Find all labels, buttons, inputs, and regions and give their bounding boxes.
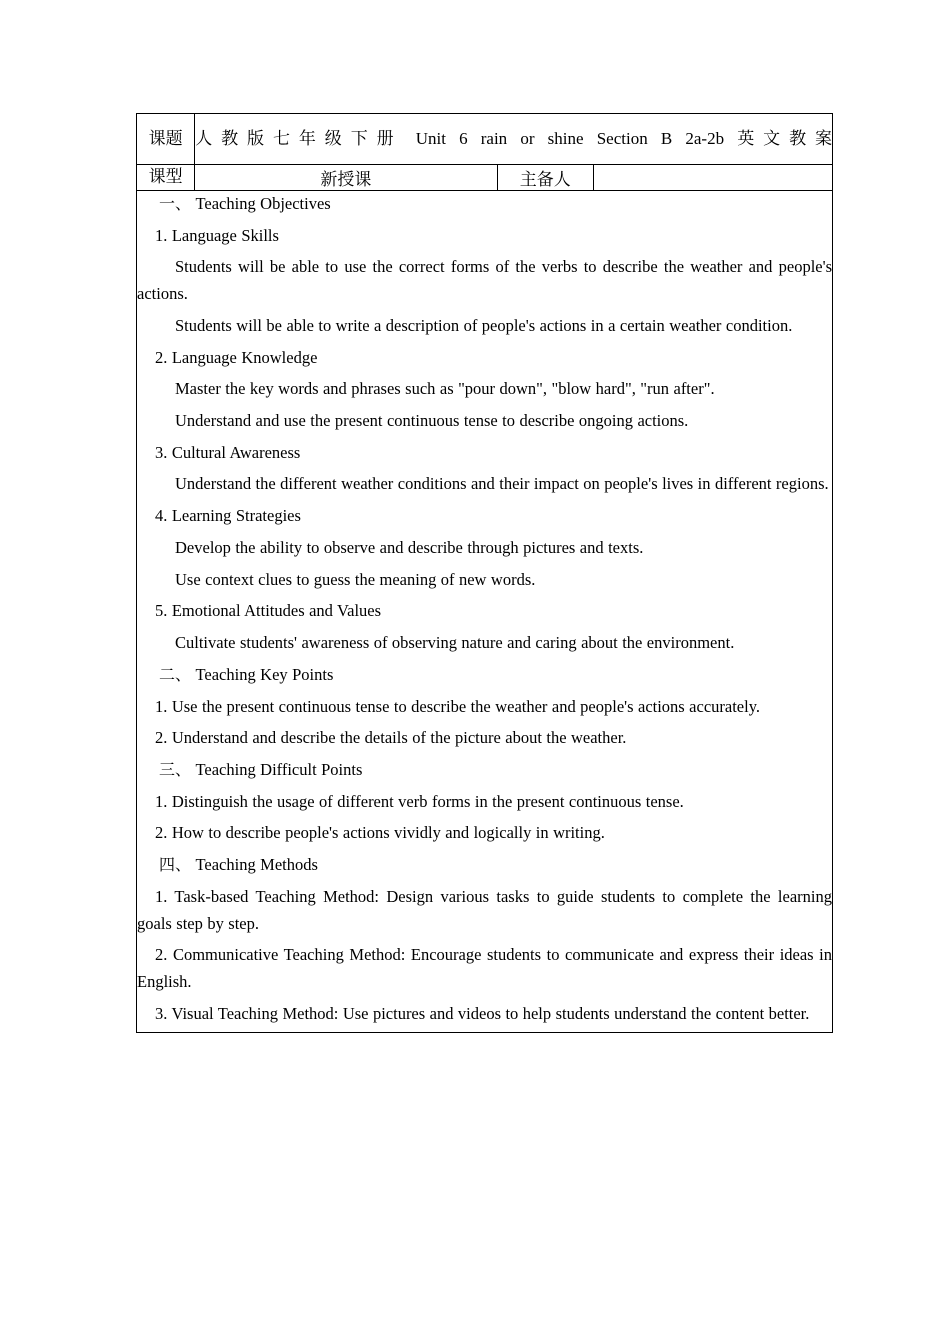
item-detail: Students will be able to write a description of people's actions in a certain weather condition. [175, 315, 793, 335]
section-item: 1. Distinguish the usage of different verb forms in the present continuous tense. [155, 791, 684, 811]
section-number: 四、 [159, 855, 192, 875]
section-heading [137, 757, 832, 784]
item-detail: Master the key words and phrases such as "pour down", "blow hard", "run after". [175, 379, 715, 399]
item-detail: Develop the ability to observe and describe through pictures and texts. [175, 537, 644, 557]
section-heading [137, 662, 832, 689]
section-heading-text: Teaching Objectives [191, 194, 331, 213]
preparer-value [593, 165, 832, 191]
lesson-content [137, 191, 832, 1027]
section-item: 1. Use the present continuous tense to describe the weather and people's actions accurately. [155, 696, 761, 716]
section-item: 2. Understand and describe the details of the picture about the weather. [155, 728, 627, 748]
section-number: 三、 [159, 759, 192, 779]
section-heading [137, 191, 832, 218]
lesson-plan-table [136, 113, 833, 1033]
item-detail: Understand the different weather conditions and their impact on people's lives in different regions. [175, 474, 829, 494]
section-item: 2. Language Knowledge [155, 347, 318, 367]
item-detail: Cultivate students' awareness of observing nature and caring about the environment. [175, 633, 735, 653]
section-item: 3. Cultural Awareness [155, 442, 301, 462]
section-item: 1. Task-based Teaching Method: Design various tasks to guide students to complete the learning goals step by step. [137, 886, 832, 933]
section-item: 1. Language Skills [155, 225, 279, 245]
section-heading-text: Teaching Difficult Points [191, 759, 363, 779]
item-detail: Use context clues to guess the meaning of new words. [175, 569, 536, 589]
section-item: 3. Visual Teaching Method: Use pictures and videos to help students understand the content better. [155, 1003, 810, 1023]
section-number: 一、 [159, 194, 192, 213]
lesson-body-cell [137, 191, 833, 1033]
section-item: 5. Emotional Attitudes and Values [155, 601, 382, 621]
table-row-body [137, 191, 833, 1033]
section-item: 2. Communicative Teaching Method: Encourage students to communicate and express their ideas in English. [137, 945, 832, 991]
item-detail: Students will be able to use the correct forms of the verbs to describe the weather and people's actions. [137, 257, 832, 304]
section-heading-text: Teaching Key Points [191, 664, 334, 684]
course-type-value: 新授课 [195, 165, 497, 191]
section-item: 4. Learning Strategies [155, 506, 301, 526]
preparer-label: 主备人 [497, 165, 593, 191]
topic-label: 课题 [137, 114, 195, 165]
topic-value: 人教版七年级下册 Unit 6 rain or shine Section B 2a-2b 英文教案 [195, 114, 833, 165]
section-item: 2. How to describe people's actions vividly and logically in writing. [155, 823, 605, 843]
item-detail: Understand and use the present continuous tense to describe ongoing actions. [175, 411, 689, 431]
table-row-course-type [137, 165, 833, 191]
course-type-label: 课型 [137, 165, 195, 191]
table-row-topic [137, 114, 833, 165]
section-number: 二、 [159, 664, 192, 684]
section-heading-text: Teaching Methods [191, 855, 318, 875]
section-heading [137, 852, 832, 879]
